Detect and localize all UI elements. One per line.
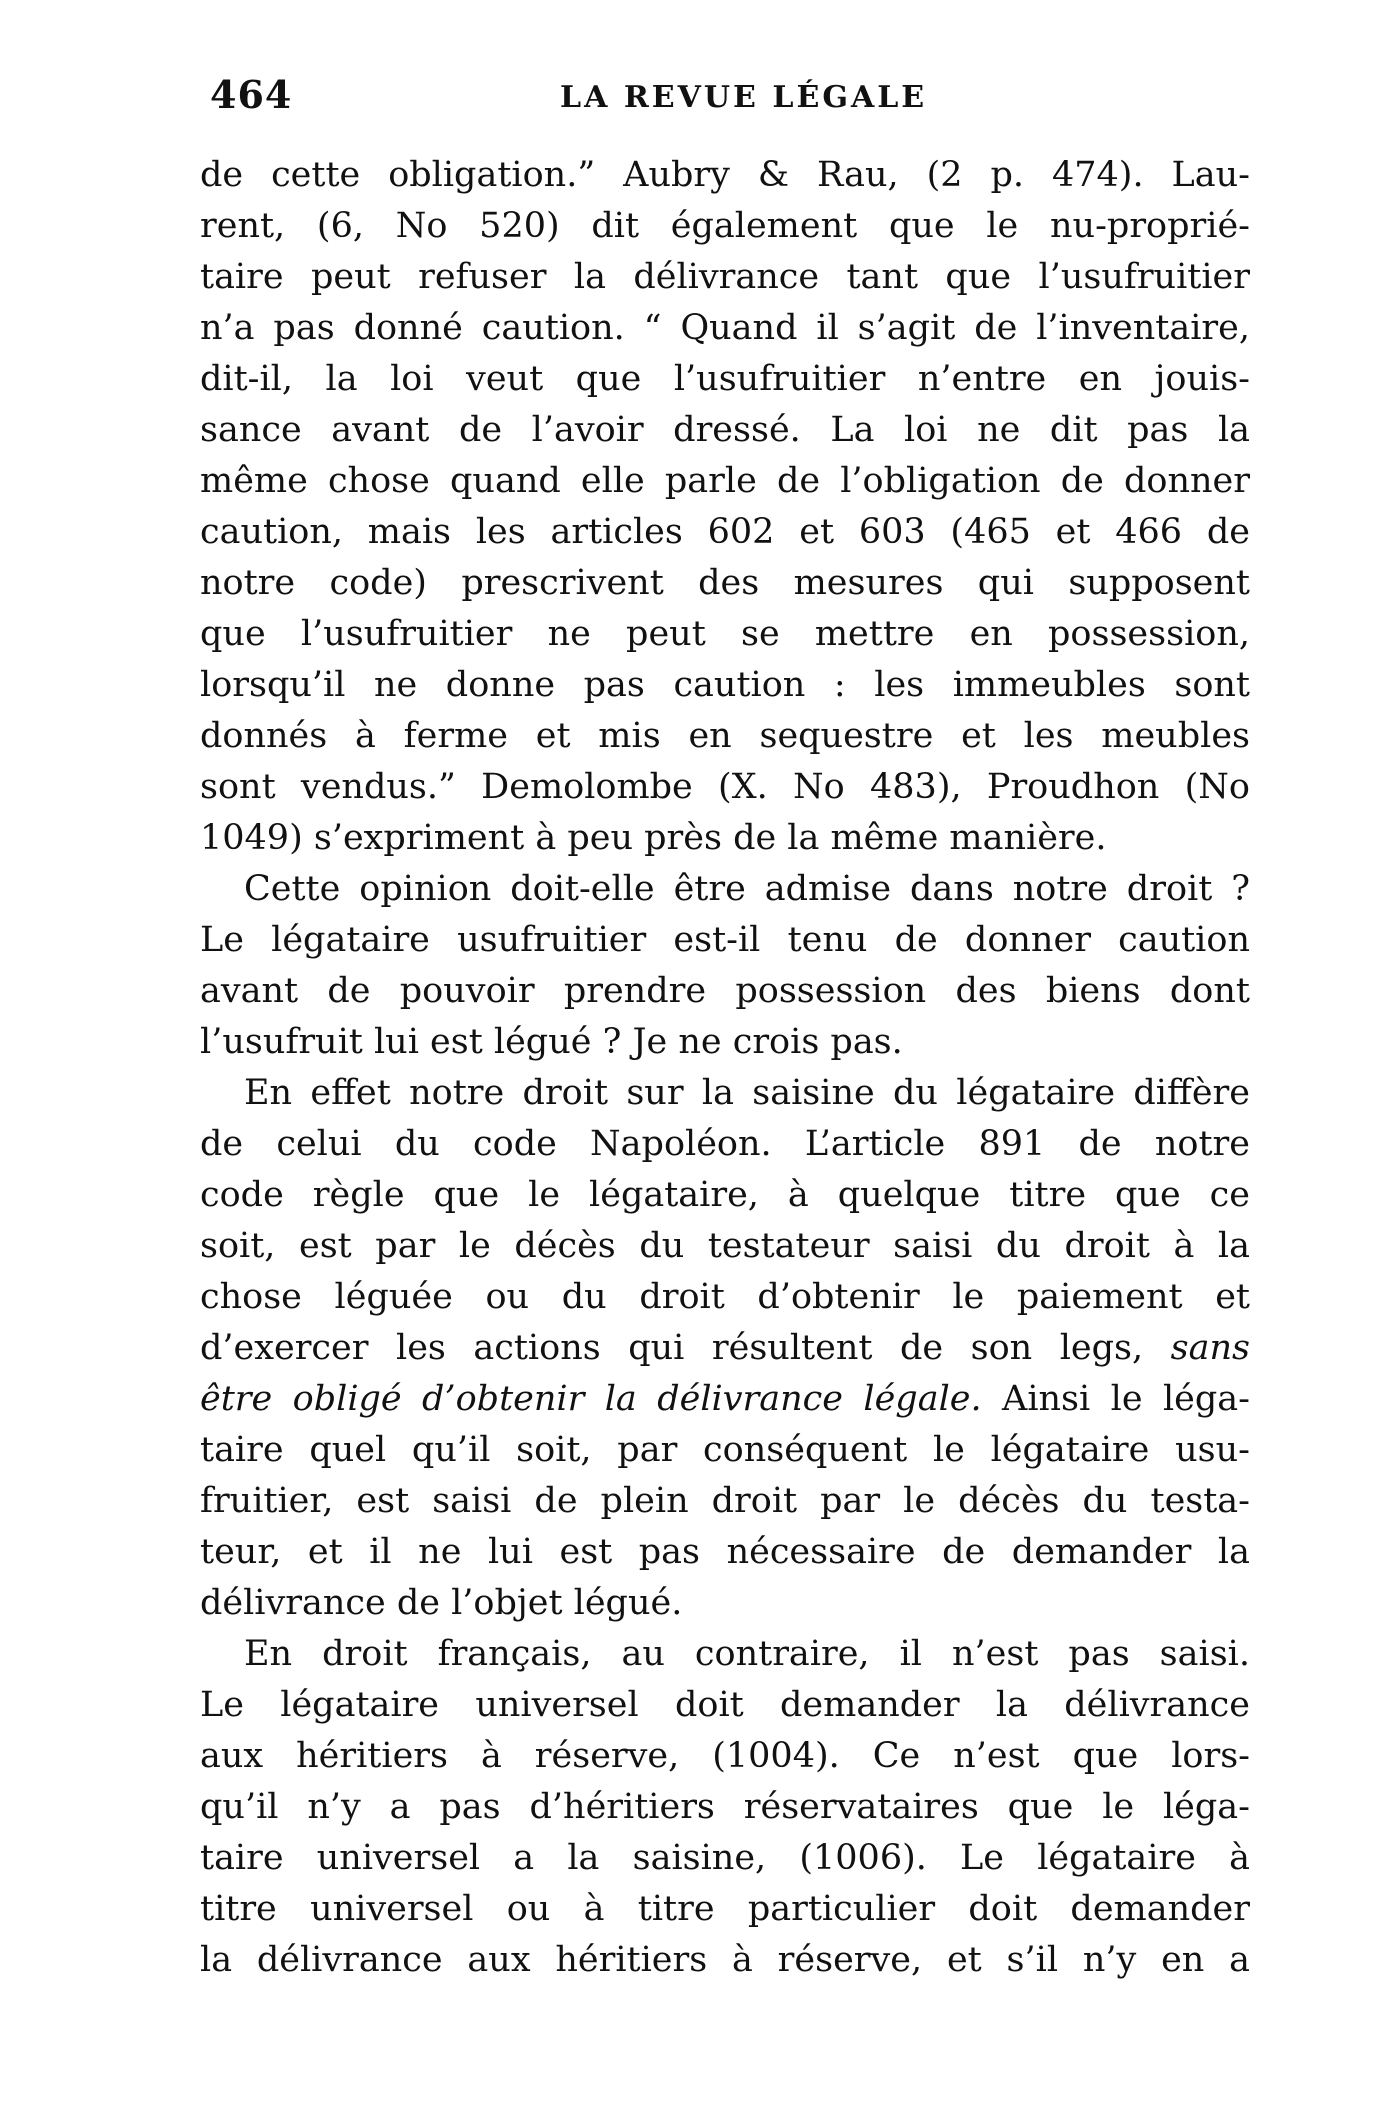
paragraph-1 (200, 150, 1250, 864)
text-line: caution, mais les articles 602 et 603 (465 et 466 de (200, 512, 1250, 552)
text-line (200, 1374, 1250, 1425)
text-line: En effet notre droit sur la saisine du légataire diffère (244, 1073, 1250, 1113)
text-line: Le légataire universel doit demander la délivrance (200, 1685, 1250, 1725)
text-line: dit-il, la loi veut que l’usufruitier n’entre en jouis- (200, 359, 1250, 399)
text-line: En droit français, au contraire, il n’est pas saisi. (244, 1634, 1250, 1674)
text-line: teur, et il ne lui est pas nécessaire de demander la (200, 1532, 1250, 1572)
text-line: la délivrance aux héritiers à réserve, et s’il n’y en a (200, 1940, 1250, 1980)
text-segment: d’exercer les actions qui résultent de son legs, (200, 1328, 1144, 1368)
text-line: chose léguée ou du droit d’obtenir le paiement et (200, 1277, 1250, 1317)
text-line: l’usufruit lui est légué ? Je ne crois pas. (200, 1022, 903, 1062)
text-line: notre code) prescrivent des mesures qui supposent (200, 563, 1250, 603)
running-head (210, 72, 1240, 132)
text-line: taire peut refuser la délivrance tant que l’usufruitier (200, 257, 1250, 297)
text-line: donnés à ferme et mis en sequestre et les meubles (200, 716, 1250, 756)
text-line (200, 1323, 1250, 1374)
italic-text: sans (1170, 1328, 1250, 1368)
text-line: titre universel ou à titre particulier doit demander (200, 1889, 1250, 1929)
paragraph-4 (200, 1629, 1250, 1986)
paragraph-3 (200, 1068, 1250, 1629)
text-line: lorsqu’il ne donne pas caution : les immeubles sont (200, 665, 1250, 705)
text-line: code règle que le légataire, à quelque titre que ce (200, 1175, 1250, 1215)
text-line: qu’il n’y a pas d’héritiers réservataires que le léga- (200, 1787, 1250, 1827)
text-line: de cette obligation.” Aubry & Rau, (2 p. 474). Lau- (200, 155, 1250, 195)
text-line: Cette opinion doit-elle être admise dans notre droit ? (244, 869, 1250, 909)
text-line: avant de pouvoir prendre possession des biens dont (200, 971, 1250, 1011)
text-line: sont vendus.” Demolombe (X. No 483), Proudhon (No (200, 767, 1250, 807)
text-line: sance avant de l’avoir dressé. La loi ne dit pas la (200, 410, 1250, 450)
italic-text: être obligé d’obtenir la délivrance légale. (200, 1379, 982, 1419)
text-line: aux héritiers à réserve, (1004). Ce n’est que lors- (200, 1736, 1250, 1776)
text-line: fruitier, est saisi de plein droit par le décès du testa- (200, 1481, 1250, 1521)
text-line: n’a pas donné caution. “ Quand il s’agit de l’inventaire, (200, 308, 1250, 348)
running-title: LA REVUE LÉGALE (560, 80, 928, 115)
text-line: rent, (6, No 520) dit également que le nu-proprié- (200, 206, 1250, 246)
text-line: que l’usufruitier ne peut se mettre en possession, (200, 614, 1250, 654)
text-line: 1049) s’expriment à peu près de la même manière. (200, 818, 1107, 858)
text-line: délivrance de l’objet légué. (200, 1583, 683, 1623)
text-line: soit, est par le décès du testateur saisi du droit à la (200, 1226, 1250, 1266)
body-text (200, 150, 1250, 1986)
text-segment: Ainsi le léga- (1002, 1379, 1250, 1419)
paragraph-2 (200, 864, 1250, 1068)
text-line: taire quel qu’il soit, par conséquent le légataire usu- (200, 1430, 1250, 1470)
text-line: taire universel a la saisine, (1006). Le légataire à (200, 1838, 1250, 1878)
text-line: de celui du code Napoléon. L’article 891 de notre (200, 1124, 1250, 1164)
text-line: même chose quand elle parle de l’obligation de donner (200, 461, 1250, 501)
text-line: Le légataire usufruitier est-il tenu de donner caution (200, 920, 1250, 960)
page-number: 464 (210, 72, 293, 117)
